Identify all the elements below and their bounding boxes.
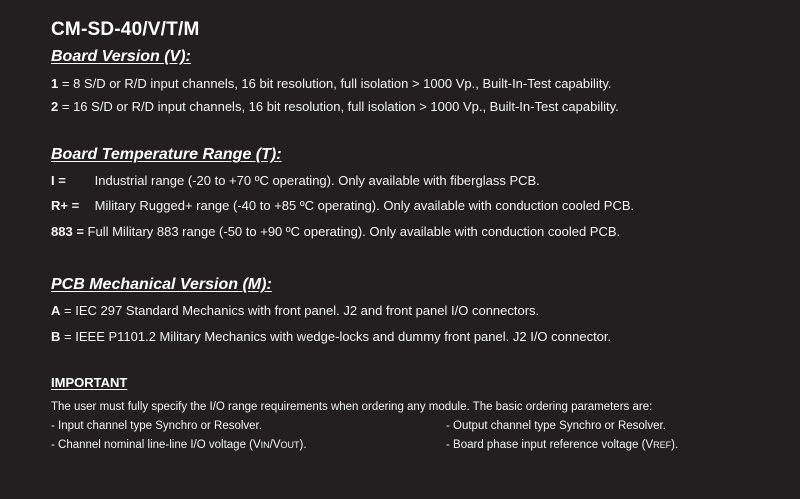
pcb-mechanical-description: IEEE P1101.2 Military Mechanics with wedge-locks and dummy front panel. J2 I/O connector. [75,329,612,344]
board-version-description: 16 S/D or R/D input channels, 16 bit resolution, full isolation > 1000 Vp., Built-In-Test capability. [73,99,619,114]
board-version-description: 8 S/D or R/D input channels, 16 bit resolution, full isolation > 1000 Vp., Built-In-Test capability. [73,76,612,91]
pcb-mechanical-item-2 [51,329,611,344]
board-version-code: 1 [51,76,59,91]
temperature-range-heading: Board Temperature Range (T): [51,146,282,163]
board-version-heading: Board Version (V): [51,48,191,65]
param-line-voltage-prefix: - Channel nominal line-line I/O voltage (V [51,439,261,451]
param-reference-voltage-prefix: - Board phase input reference voltage (V [446,439,654,451]
temperature-range-code-text: 883 [51,224,73,239]
pcb-mechanical-item-1 [51,303,539,318]
pcb-mechanical-heading: PCB Mechanical Version (M): [51,276,272,293]
temperature-range-item-1 [51,173,540,188]
pcb-mechanical-code: A [51,303,61,318]
board-version-item-2 [51,99,619,114]
param-line-voltage-suffix: ). [299,439,307,451]
param-line-voltage-mid: /V [269,439,281,451]
board-version-separator: = [61,99,70,114]
param-vin-subscript: IN [260,440,270,450]
temperature-range-item-2 [51,198,634,213]
param-output-channel-type: - Output channel type Synchro or Resolver. [446,420,666,432]
temperature-range-separator: = [71,198,80,213]
param-input-channel-type: - Input channel type Synchro or Resolver. [51,420,262,432]
temperature-range-description: Industrial range (-20 to +70 ºC operating). Only available with fiberglass PCB. [94,173,540,188]
temperature-range-separator: = [76,224,84,239]
temperature-range-item-3 [51,224,620,239]
board-version-item-1 [51,76,612,91]
param-vout-subscript: OUT [280,440,300,450]
param-reference-voltage [446,439,678,451]
pcb-mechanical-code: B [51,329,61,344]
temperature-range-separator: = [58,173,66,188]
temperature-range-description: Full Military 883 range (-50 to +90 ºC operating). Only available with conduction cooled PCB. [87,224,621,239]
param-reference-voltage-suffix: ). [671,439,679,451]
temperature-range-code [51,198,91,213]
temperature-range-description: Military Rugged+ range (-40 to +85 ºC operating). Only available with conduction cooled PCB. [94,198,635,213]
temperature-range-code-text: I [51,173,55,188]
pcb-mechanical-separator: = [64,329,72,344]
param-vref-subscript: REF [653,440,672,450]
product-code-title: CM-SD-40/V/T/M [51,19,200,40]
pcb-mechanical-separator: = [64,303,72,318]
important-heading: IMPORTANT [51,375,128,390]
temperature-range-code [51,173,91,188]
pcb-mechanical-description: IEC 297 Standard Mechanics with front panel. J2 and front panel I/O connectors. [75,303,540,318]
temperature-range-code [51,224,84,239]
important-intro: The user must fully specify the I/O range requirements when ordering any module. The basic ordering parameters are: [51,401,653,413]
temperature-range-code-text: R+ [51,198,68,213]
param-line-voltage [51,439,307,451]
board-version-code: 2 [51,99,59,114]
board-version-separator: = [61,76,70,91]
